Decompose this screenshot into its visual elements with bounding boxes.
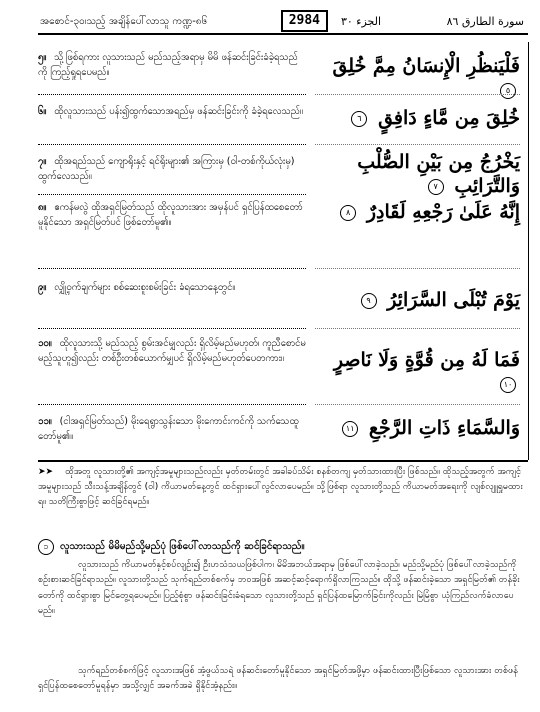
verse-text: ထိုလူသားသည် ပန်း၍ထွက်သောအရည်မှ ဖန်ဆင်းခြင်းကို ခံခဲ့ရလေသည်။ bbox=[54, 106, 303, 117]
verse-text: ထိုလူသားသို့ မည်သည့် စွမ်းအင်မျှလည်း ရှိလိမ့်မည်မဟုတ်၊ ကူညီစောင်မမည့်သူဟူ၍လည်း တစ်ဦးတစ်ယောက်မျှပင် ရှိလိမ့်မည်မဟုတ်ပေတကား။ bbox=[38, 338, 306, 364]
verse-translation bbox=[38, 200, 306, 230]
arabic-text: يَخْرُجُ مِن بَيْنِ الصُّلْبِ وَالتَّرَائِبِ bbox=[357, 151, 520, 197]
commentary-paragraph: သုက်ရည်တစ်စက်ဖြင့် လူသားအဖြစ် အံ့ဖွယ်သရဲ ဖန်ဆင်းတော်မူနိုင်သော အရှင်မြတ်အဖို့မှာ ဖန်ဆင်းထားပြီးဖြစ်သော လူသားအား တစ်ဖန် ရှင်ပြန်ထစေတော်မူရန်မှာ အသို့လျှင် အခက်အခဲ ရှိနိုင်အံ့နည်း။ bbox=[38, 666, 518, 692]
ayah-marker: ١١ bbox=[342, 421, 358, 437]
section-number: ၁ bbox=[38, 539, 54, 555]
verse-translation bbox=[38, 154, 306, 184]
section-title: လူသားသည် မိမိမည်သို့မည်ပုံ ဖြစ်ပေါ်လာသည်ကို ဆင်ခြင်ရာသည်။ bbox=[60, 541, 305, 552]
arabic-separator bbox=[315, 94, 520, 95]
verse-text: လျှို့ဝှက်ချက်များ စစ်ဆေးစူးစမ်းခြင်း ခံရသောနေ့တွင်။ bbox=[54, 282, 236, 293]
section-heading bbox=[38, 539, 528, 555]
verse-text: ထိုအရည်သည် ကျောရိုးနှင့် ရင်ရိုးများ၏ အကြားမှ (ဝါ-တစ်ကိုယ်လုံးမှ) ထွက်လေသည်။ bbox=[38, 156, 295, 182]
verse-arabic bbox=[315, 288, 520, 312]
ayah-marker: ٥ bbox=[500, 83, 516, 99]
verse-number: ၈။ bbox=[38, 202, 47, 213]
header-rule bbox=[38, 33, 528, 35]
verse-arabic bbox=[315, 106, 520, 130]
arabic-text: خُلِقَ مِن مَّاءٍ دَافِقٍ bbox=[378, 107, 520, 129]
header-left-title: အစောင်-၃၀၊သည့် အချိန်ပေါ်လာသူ ကဏ္ဍ-၈၆ bbox=[40, 15, 208, 27]
verse-translation bbox=[38, 50, 306, 80]
verses-section bbox=[38, 42, 529, 460]
verse-number: ၆။ bbox=[38, 106, 47, 117]
arabic-separator bbox=[315, 404, 520, 405]
verse-number: ၇။ bbox=[38, 156, 47, 167]
page-number: 2984 bbox=[281, 10, 328, 32]
arabic-separator bbox=[315, 328, 520, 329]
verse-translation bbox=[38, 104, 306, 119]
surah-title: سورة الطارق ٨٦ bbox=[446, 14, 524, 28]
commentary-note bbox=[38, 465, 528, 510]
verse-arabic bbox=[315, 416, 520, 440]
verse-separator bbox=[38, 94, 306, 95]
verse-text: (ငါအရှင်မြတ်သည်) မိုးရေရွာသွန်းသော မိုးကောင်းကင်ကို သက်သေထူတော်မူ၏။ bbox=[38, 416, 299, 442]
commentary-paragraph: လူသားသည် ကိယာမတ်နှင့်စပ်လျဉ်း၍ ဦးဟသံသယဖြစ်ပါက၊ မိမိအဘယ်အရာမှ ဖြစ်ပေါ်လာခဲ့သည်၊ မည်သို့မည်ပုံ ဖြစ်ပေါ်လာခဲ့သည်ကို စဉ်းစားဆင်ခြင်ရာသည်။ လူသားတို့သည် သုက်ရည်တစ်စက်မှ ဘဝအဖြစ် အဆင့်ဆင့်ရောက်ရှိလာကြသည်။ ထိုသို့ ဖန်ဆင်းခဲ့သော အရှင်မြတ်၏ တန်ခိုးတော်ကို ထင်ရှားစွာ မြင်တွေ့ရပေမည်။ ပြည့်စုံစွာ ဖန်ဆင်းခြင်းခံရသော လူသားတို့သည် ရှင်ပြန်ထမြောက်ခြင်းကိုလည်း မြဲမြံစွာ ယုံကြည်လက်ခံလာပေမည်။ bbox=[38, 560, 520, 617]
arabic-separator bbox=[315, 144, 520, 145]
double-arrow-icon: ➤➤ bbox=[38, 467, 54, 477]
arabic-text: فَلْيَنظُرِ الْإِنسَانُ مِمَّ خُلِقَ bbox=[332, 55, 520, 77]
verse-arabic bbox=[315, 150, 520, 198]
verse-number: ၉။ bbox=[38, 282, 47, 293]
verse-translation bbox=[38, 280, 306, 295]
verse-separator bbox=[38, 194, 306, 195]
verse-separator bbox=[38, 328, 306, 329]
arabic-text: إِنَّهُ عَلَىٰ رَجْعِهِ لَقَادِرٌ bbox=[366, 201, 520, 223]
juz-label: الجزء ٣٠ bbox=[340, 14, 382, 28]
verse-text: သို့ဖြစ်ရကား လူသားသည် မည်သည့်အရာမှ မိမိ ဖန်ဆင်းခြင်းခံခဲ့ရသည်ကို ကြည့်ရှုရပေမည်။ bbox=[38, 52, 298, 78]
ayah-marker: ١٠ bbox=[500, 377, 516, 393]
verse-separator bbox=[38, 144, 306, 145]
verse-separator bbox=[38, 404, 306, 405]
page-header bbox=[38, 10, 528, 32]
arabic-text: يَوْمَ تُبْلَى السَّرَائِرُ bbox=[387, 289, 520, 311]
verse-translation bbox=[38, 336, 306, 366]
verse-translation bbox=[38, 414, 306, 444]
arabic-text: وَالسَّمَاءِ ذَاتِ الرَّجْعِ bbox=[368, 417, 520, 439]
verse-number: ၁၀။ bbox=[38, 338, 52, 349]
arabic-text: فَمَا لَهُ مِن قُوَّةٍ وَلَا نَاصِرٍ bbox=[333, 349, 520, 371]
ayah-marker: ٦ bbox=[351, 111, 367, 127]
ayah-marker: ٩ bbox=[361, 293, 377, 309]
ayah-marker: ٨ bbox=[340, 205, 356, 221]
arabic-separator bbox=[315, 268, 520, 269]
verse-separator bbox=[38, 268, 306, 269]
verse-number: ၅။ bbox=[38, 52, 47, 63]
verse-number: ၁၁။ bbox=[38, 416, 52, 427]
ayah-marker: ٧ bbox=[428, 179, 444, 195]
verse-arabic bbox=[315, 348, 520, 396]
note-text: ထိုအတူ လူသားတို့၏ အကျင့်အမူများသည်လည်း မှတ်တမ်းတွင် အခါခပ်သိမ်း စနစ်တကျ မှတ်သားထားပြီး ဖြစ်သည်။ ထိုသည့်အတွက် အကျင့်အမူများသည် သီးသန့်အချိန်တွင် (ဝါ) ကိယာမတ်နေ့တွင် ထင်ရှားပေါ်လွင်လာပေမည်။ သို့ဖြစ်ရာ လူသားတို့သည် ကိယာမတ်အရေးကို လျစ်လျူရှုမထားရ။ သတိကြီးစွာဖြင့် ဆင်ခြင်ရမည်။ bbox=[38, 467, 523, 507]
verse-text: ဧကန်မလွဲ ထိုအရှင်မြတ်သည် ထိုလူသားအား အမှန်ပင် ရှင်ပြန်ထစေတော်မူနိုင်သော အရှင်မြတ်ပင် ဖြစ်တော်မူ၏။ bbox=[38, 202, 303, 228]
verse-arabic bbox=[315, 200, 520, 224]
section-divider bbox=[38, 460, 528, 462]
